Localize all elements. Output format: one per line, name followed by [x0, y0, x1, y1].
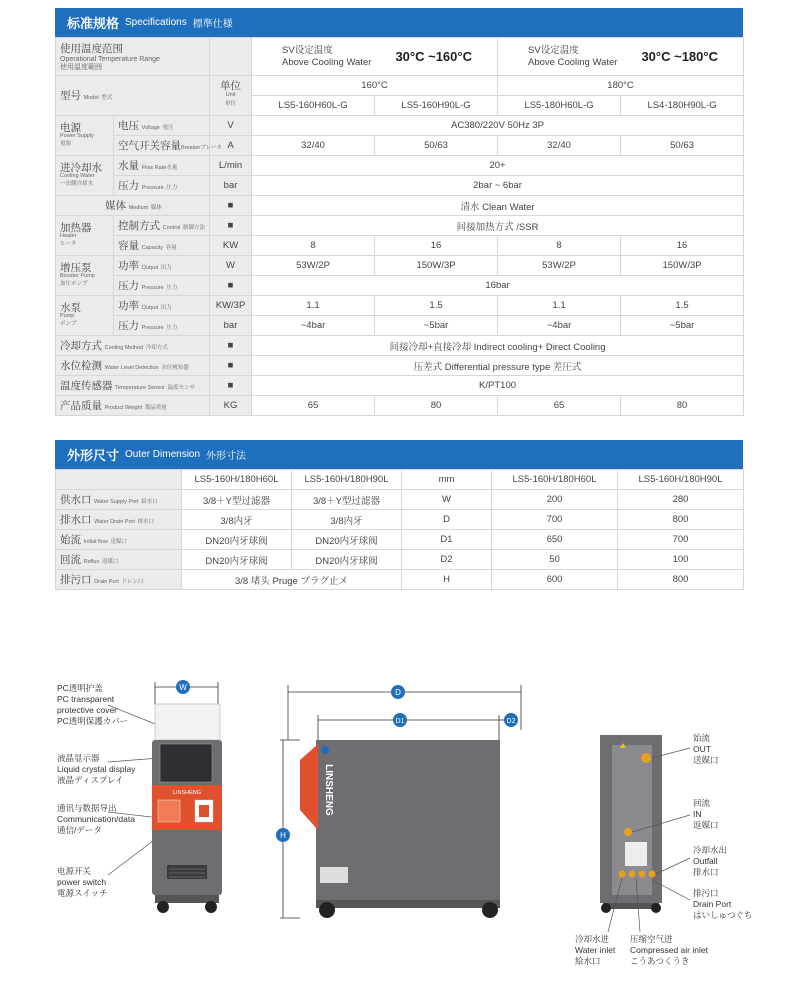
pump-pressure-label: 压力 Pressure 圧力 [114, 316, 210, 336]
power-label: 电源 Power Supply 電源 [56, 116, 114, 156]
pump-pressure-value: ~5bar [375, 316, 498, 336]
medium-label: 媒体 Medium 媒体 [56, 196, 210, 216]
front-brand: LINSHENG [172, 790, 202, 796]
dim-cell: 50 [492, 550, 618, 570]
table-row [56, 490, 744, 510]
model-label: 型号 Model 型式 [56, 76, 210, 116]
table-row [56, 510, 744, 530]
model-cell: LS5-160H60L-G [252, 96, 375, 116]
booster-pressure-value: 16bar [252, 276, 744, 296]
machine-diagrams [0, 660, 800, 989]
table-row [56, 196, 744, 216]
capacity-label: 容量 Capacity 容量 [114, 236, 210, 256]
flow-value: 20+ [252, 156, 744, 176]
table-row [56, 530, 744, 550]
booster-label: 增压泵 Booster Pump 加圧ポンプ [56, 256, 114, 296]
weight-value: 65 [498, 396, 621, 416]
label-communication: 通讯与数据导出 Communication/data 通信/データ [57, 803, 135, 835]
flow-label: 水量 Flow Rate水量 [114, 156, 210, 176]
control-unit: ■ [210, 216, 252, 236]
dim-col-header: LS5-160H/180H60L [492, 470, 618, 490]
medium-value: 清水 Clean Water [252, 196, 744, 216]
table-row [56, 176, 744, 196]
pressure-label: 压力 Pressure 圧力 [114, 176, 210, 196]
flow-unit: L/min [210, 156, 252, 176]
label-water-inlet: 冷却水进 Water inlet 給水口 [575, 934, 616, 966]
booster-output-label: 功率 Output 出力 [114, 256, 210, 276]
breaker-value: 32/40 [252, 136, 375, 156]
dim-cell: 3/8内牙 [292, 510, 402, 530]
dim-cell: 800 [618, 510, 744, 530]
table-row [56, 550, 744, 570]
side-brand: LINSHENG [323, 764, 334, 816]
water-level-label: 水位检测 Water Level Detection 水位検知器 [56, 356, 210, 376]
pump-output-value: 1.5 [621, 296, 744, 316]
dim-w-text: W [179, 683, 187, 692]
booster-output-value: 150W/3P [375, 256, 498, 276]
dim-row-label: 排污口 Drain Port ドレン口 [56, 570, 182, 590]
spec-title-en: Specifications [125, 17, 187, 28]
dim-cell: 700 [618, 530, 744, 550]
pump-output-label: 功率 Output 出力 [114, 296, 210, 316]
dim-cell: DN20内牙球阀 [182, 550, 292, 570]
cooling-method-value: 间接冷却+直接冷却 Indirect cooling+ Direct Cooling [252, 336, 744, 356]
pump-pressure-value: ~4bar [498, 316, 621, 336]
weight-unit: KG [210, 396, 252, 416]
pump-pressure-unit: bar [210, 316, 252, 336]
label-air-inlet: 压缩空气进 Compressed air inlet こうあつくうき [630, 934, 708, 966]
dim-row-label: 供水口 Water Supply Port 給水口 [56, 490, 182, 510]
cooling-method-unit: ■ [210, 336, 252, 356]
label-in: 回流 IN 返媒口 [693, 798, 719, 830]
dim-cell: D2 [402, 550, 492, 570]
cooling-method-label: 冷却方式 Cooling Method 冷却方式 [56, 336, 210, 356]
table-row [56, 116, 744, 136]
dim-row-label: 排水口 Water Drain Port 排水口 [56, 510, 182, 530]
dim-cell: 800 [618, 570, 744, 590]
pressure-value: 2bar ~ 6bar [252, 176, 744, 196]
sv-range-1: SV设定温度 Above Cooling Water 30°C ~160°C [252, 38, 498, 76]
dim-row-label: 回流 Reflux 返媒口 [56, 550, 182, 570]
spec-table [55, 37, 744, 416]
table-row [56, 38, 744, 76]
table-row [56, 236, 744, 256]
dim-col-header: LS5-160H/180H60L [182, 470, 292, 490]
water-level-unit: ■ [210, 356, 252, 376]
label-power-switch: 电源开关 power switch 電源スイッチ [57, 866, 108, 898]
capacity-unit: KW [210, 236, 252, 256]
dimension-table [55, 469, 744, 590]
label-out: 始流 OUT 送媒口 [693, 733, 719, 765]
pump-output-value: 1.5 [375, 296, 498, 316]
side-unit [300, 740, 500, 918]
spec-section [55, 8, 743, 416]
temp-sensor-label: 温度传感器 Temperature Sensor 温度センサ [56, 376, 210, 396]
table-row [56, 396, 744, 416]
pump-pressure-value: ~5bar [621, 316, 744, 336]
heater-label: 加热器 Heater ヒータ [56, 216, 114, 256]
voltage-label: 电压 Voltage 電圧 [114, 116, 210, 136]
model-cell: LS5-180H60L-G [498, 96, 621, 116]
table-row [56, 216, 744, 236]
table-row [56, 316, 744, 336]
temp-sensor-unit: ■ [210, 376, 252, 396]
medium-unit: ■ [210, 196, 252, 216]
dim-cell: 100 [618, 550, 744, 570]
table-row [56, 470, 744, 490]
table-row [56, 136, 744, 156]
dim-cell: 3/8内牙 [182, 510, 292, 530]
weight-value: 65 [252, 396, 375, 416]
dim-cell: 3/8 堵头 Pruge プラグ止メ [182, 570, 402, 590]
dim-cell: H [402, 570, 492, 590]
weight-value: 80 [621, 396, 744, 416]
dim-d2-text: D2 [506, 718, 516, 725]
dim-cell: 280 [618, 490, 744, 510]
capacity-value: 16 [375, 236, 498, 256]
cooling-water-label: 进冷却水 Cooling Water 一次側冷却水 [56, 156, 114, 196]
dim-col-header: mm [402, 470, 492, 490]
table-row [56, 76, 744, 96]
model-cell: LS5-160H90L-G [375, 96, 498, 116]
dimension-section [55, 440, 743, 590]
pump-pressure-value: ~4bar [252, 316, 375, 336]
control-value: 间接加热方式 /SSR [252, 216, 744, 236]
booster-output-unit: W [210, 256, 252, 276]
front-unit [152, 704, 222, 913]
dim-cell: 3/8＋Y型过滤器 [292, 490, 402, 510]
table-row [56, 256, 744, 276]
pump-output-unit: KW/3P [210, 296, 252, 316]
dim-title-zh: 外形尺寸 [67, 448, 120, 463]
label-drain-port: 排污口 Drain Port はいしゅつぐち [693, 888, 753, 920]
dim-d1-text: D1 [395, 718, 405, 725]
spec-title-jp: 標準仕様 [192, 19, 233, 30]
booster-output-value: 53W/2P [498, 256, 621, 276]
dim-title-jp: 外形寸法 [206, 451, 247, 462]
pump-output-value: 1.1 [498, 296, 621, 316]
breaker-value: 50/63 [621, 136, 744, 156]
dim-cell: W [402, 490, 492, 510]
dimension-header [55, 440, 743, 469]
dim-cell: 600 [492, 570, 618, 590]
back-unit [600, 735, 662, 913]
breaker-value: 32/40 [498, 136, 621, 156]
temp-group-160: 160°C [252, 76, 498, 96]
voltage-value: AC380/220V 50Hz 3P [252, 116, 744, 136]
unit-header: 单位 Unit 単位 [210, 76, 252, 116]
weight-value: 80 [375, 396, 498, 416]
table-row [56, 276, 744, 296]
sv-range-2: SV设定温度 Above Cooling Water 30°C ~180°C [498, 38, 744, 76]
dim-cell: D [402, 510, 492, 530]
dim-cell: 3/8＋Y型过滤器 [182, 490, 292, 510]
table-row [56, 356, 744, 376]
voltage-unit: V [210, 116, 252, 136]
pressure-unit: bar [210, 176, 252, 196]
temp-sensor-value: K/PT100 [252, 376, 744, 396]
dim-cell: 700 [492, 510, 618, 530]
capacity-value: 8 [252, 236, 375, 256]
label-pc-cover: PC透明护盖 PC transparent protective cover PC透明保護カバー [57, 683, 129, 726]
dim-cell: D1 [402, 530, 492, 550]
control-label: 控制方式 Control 制御方法 [114, 216, 210, 236]
dim-cell: DN20内牙球阀 [182, 530, 292, 550]
booster-output-value: 150W/3P [621, 256, 744, 276]
table-row [56, 570, 744, 590]
capacity-value: 8 [498, 236, 621, 256]
dim-row-label: 始流 Initial flow 送媒口 [56, 530, 182, 550]
weight-label: 产品质量 Product Weight 製品重量 [56, 396, 210, 416]
table-row [56, 156, 744, 176]
dim-col-header: LS5-160H/180H90L [618, 470, 744, 490]
label-lcd: 液晶显示器 Liquid crystal display 液晶ディスプレイ [57, 753, 136, 785]
pump-output-value: 1.1 [252, 296, 375, 316]
pump-label: 水泵 Pump ポンプ [56, 296, 114, 336]
spec-header [55, 8, 743, 37]
water-level-value: 压差式 Differential pressure type 差圧式 [252, 356, 744, 376]
table-row [56, 376, 744, 396]
dim-col-header: LS5-160H/180H90L [292, 470, 402, 490]
breaker-unit: A [210, 136, 252, 156]
model-cell: LS4-180H90L-G [621, 96, 744, 116]
breaker-label: 空气开关容量Breakerブレーカ [114, 136, 210, 156]
optemp-label: 使用温度范围 Operational Temperature Range 使用温度範囲 [56, 38, 210, 76]
table-row [56, 296, 744, 316]
dim-cell: 200 [492, 490, 618, 510]
dim-h-text: H [280, 831, 286, 840]
booster-pressure-label: 压力 Pressure 圧力 [114, 276, 210, 296]
dim-cell: DN20内牙球阀 [292, 530, 402, 550]
temp-group-180: 180°C [498, 76, 744, 96]
dim-title-en: Outer Dimension [125, 449, 201, 460]
breaker-value: 50/63 [375, 136, 498, 156]
label-outfall: 冷却水出 Outfall 排水口 [693, 845, 728, 877]
capacity-value: 16 [621, 236, 744, 256]
booster-output-value: 53W/2P [252, 256, 375, 276]
dim-cell: DN20内牙球阀 [292, 550, 402, 570]
dim-cell: 650 [492, 530, 618, 550]
booster-pressure-unit: ■ [210, 276, 252, 296]
dim-d-text: D [395, 688, 401, 697]
table-row [56, 336, 744, 356]
spec-title-zh: 标准规格 [67, 16, 120, 31]
